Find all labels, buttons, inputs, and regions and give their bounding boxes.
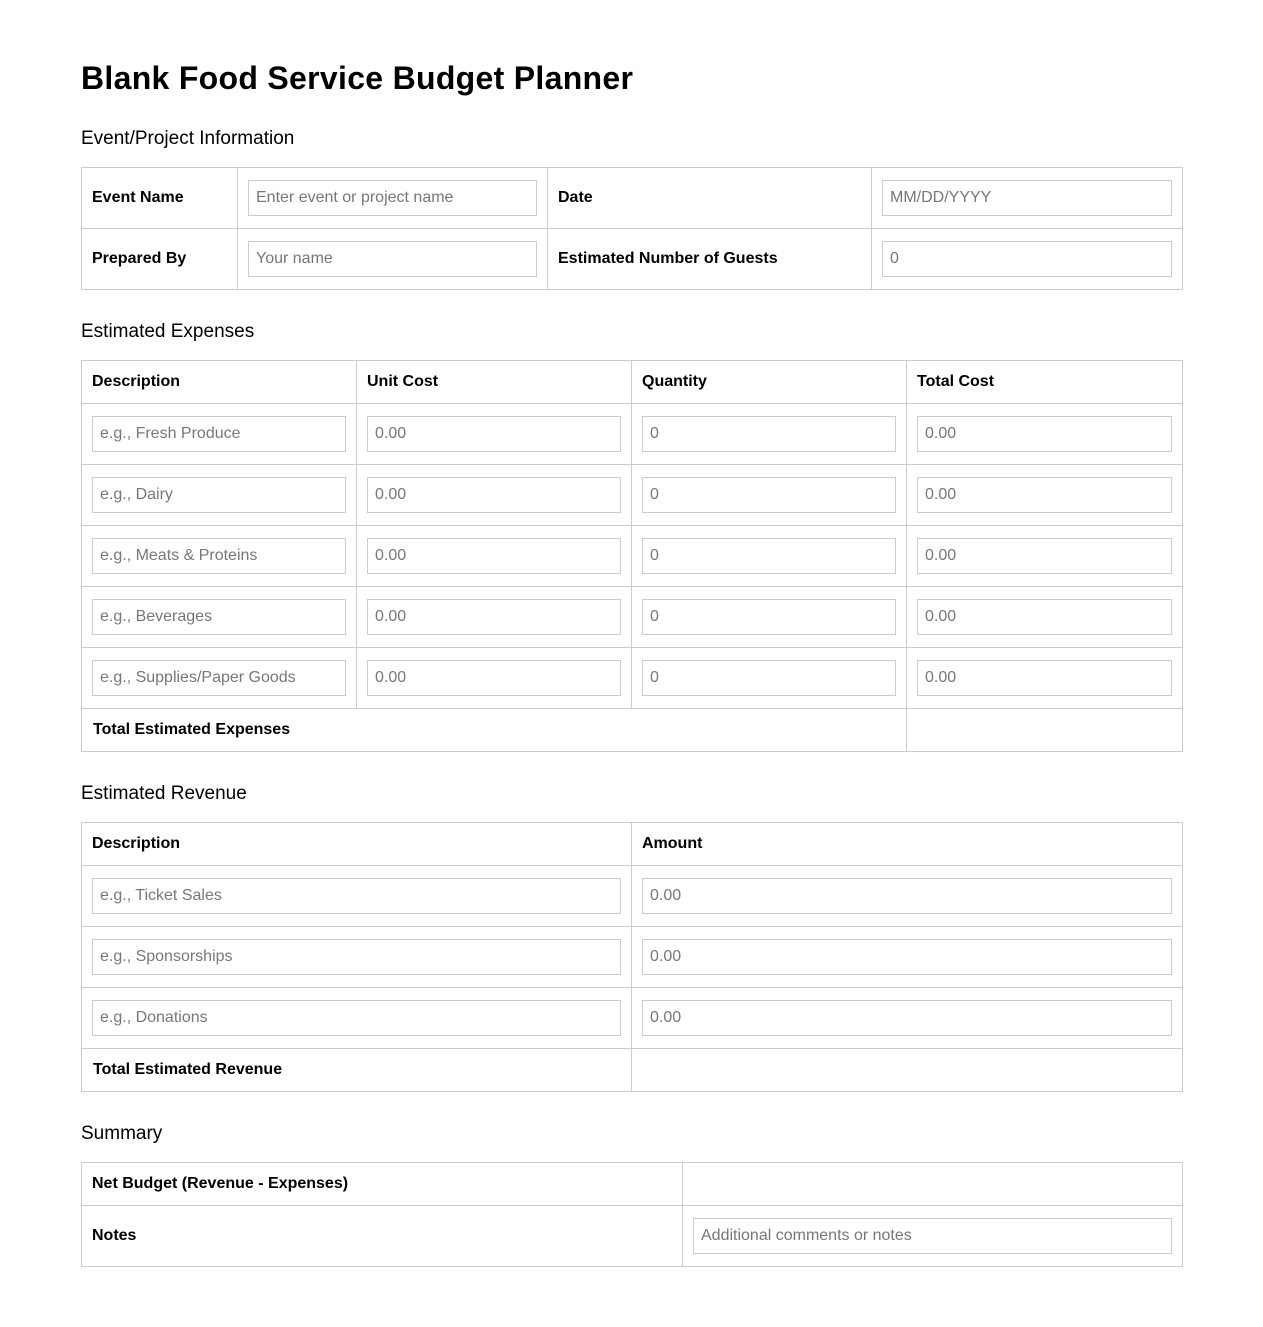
revenue-description-input[interactable] [92,939,621,975]
description-cell [82,465,357,526]
notes-input[interactable] [693,1218,1172,1254]
date-label: Date [548,168,872,229]
net-budget-label: Net Budget (Revenue - Expenses) [82,1163,683,1206]
guests-cell [872,229,1183,290]
total-expenses-label: Total Estimated Expenses [82,709,907,752]
revenue-table [81,822,1183,1092]
expense-row [82,648,1183,709]
event-info-table [81,167,1183,290]
revenue-row [82,866,1183,927]
quantity-cell [632,465,907,526]
expense-description-input[interactable] [92,538,346,574]
revenue-amount-input[interactable] [642,878,1172,914]
event-info-heading: Event/Project Information [81,128,295,149]
expense-quantity-input[interactable] [642,416,896,452]
description-cell [82,988,632,1049]
expense-quantity-input[interactable] [642,538,896,574]
total-revenue-value [632,1049,1183,1092]
description-cell [82,587,357,648]
expense-unit-cost-input[interactable] [367,660,621,696]
notes-label: Notes [82,1206,683,1267]
revenue-row [82,927,1183,988]
guests-input[interactable] [882,241,1172,277]
revenue-amount-input[interactable] [642,939,1172,975]
guests-label: Estimated Number of Guests [548,229,872,290]
expense-unit-cost-input[interactable] [367,416,621,452]
expenses-heading: Estimated Expenses [81,321,255,342]
prepared-by-label: Prepared By [82,229,238,290]
expense-description-input[interactable] [92,599,346,635]
date-input[interactable] [882,180,1172,216]
revenue-row [82,988,1183,1049]
revenue-heading: Estimated Revenue [81,783,247,804]
notes-cell [683,1206,1183,1267]
unit-cost-cell [357,587,632,648]
unit-cost-cell [357,526,632,587]
expense-unit-cost-input[interactable] [367,477,621,513]
expenses-total-row [82,709,1183,752]
quantity-cell [632,648,907,709]
expense-unit-cost-input[interactable] [367,538,621,574]
revenue-description-input[interactable] [92,878,621,914]
description-cell [82,866,632,927]
event-name-cell [238,168,548,229]
total-cost-cell [907,465,1183,526]
event-name-input[interactable] [248,180,537,216]
expense-quantity-input[interactable] [642,599,896,635]
unit-cost-cell [357,648,632,709]
revenue-header-row [82,823,1183,866]
notes-row [82,1206,1183,1267]
amount-cell [632,988,1183,1049]
prepared-by-cell [238,229,548,290]
column-header-description: Description [82,361,357,404]
event-info-row [82,229,1183,290]
expense-total-input[interactable] [917,416,1172,452]
prepared-by-input[interactable] [248,241,537,277]
expense-description-input[interactable] [92,416,346,452]
column-header-quantity: Quantity [632,361,907,404]
expenses-header-row [82,361,1183,404]
description-cell [82,927,632,988]
expense-row [82,465,1183,526]
event-name-label: Event Name [82,168,238,229]
page-title: Blank Food Service Budget Planner [81,60,634,96]
quantity-cell [632,526,907,587]
quantity-cell [632,587,907,648]
total-cost-cell [907,587,1183,648]
net-budget-value [683,1163,1183,1206]
total-revenue-label: Total Estimated Revenue [82,1049,632,1092]
unit-cost-cell [357,465,632,526]
description-cell [82,648,357,709]
expense-description-input[interactable] [92,477,346,513]
expense-quantity-input[interactable] [642,477,896,513]
expense-row [82,526,1183,587]
column-header-description: Description [82,823,632,866]
expense-description-input[interactable] [92,660,346,696]
expense-row [82,587,1183,648]
column-header-amount: Amount [632,823,1183,866]
column-header-total-cost: Total Cost [907,361,1183,404]
summary-table [81,1162,1183,1267]
quantity-cell [632,404,907,465]
amount-cell [632,866,1183,927]
expense-row [82,404,1183,465]
revenue-amount-input[interactable] [642,1000,1172,1036]
expense-total-input[interactable] [917,477,1172,513]
expense-total-input[interactable] [917,660,1172,696]
net-budget-row [82,1163,1183,1206]
total-cost-cell [907,526,1183,587]
unit-cost-cell [357,404,632,465]
total-expenses-value [907,709,1183,752]
column-header-unit-cost: Unit Cost [357,361,632,404]
event-info-row [82,168,1183,229]
expense-quantity-input[interactable] [642,660,896,696]
date-cell [872,168,1183,229]
expense-total-input[interactable] [917,538,1172,574]
amount-cell [632,927,1183,988]
revenue-description-input[interactable] [92,1000,621,1036]
revenue-total-row [82,1049,1183,1092]
description-cell [82,404,357,465]
expenses-table [81,360,1183,752]
expense-total-input[interactable] [917,599,1172,635]
total-cost-cell [907,404,1183,465]
summary-heading: Summary [81,1123,163,1144]
expense-unit-cost-input[interactable] [367,599,621,635]
description-cell [82,526,357,587]
total-cost-cell [907,648,1183,709]
